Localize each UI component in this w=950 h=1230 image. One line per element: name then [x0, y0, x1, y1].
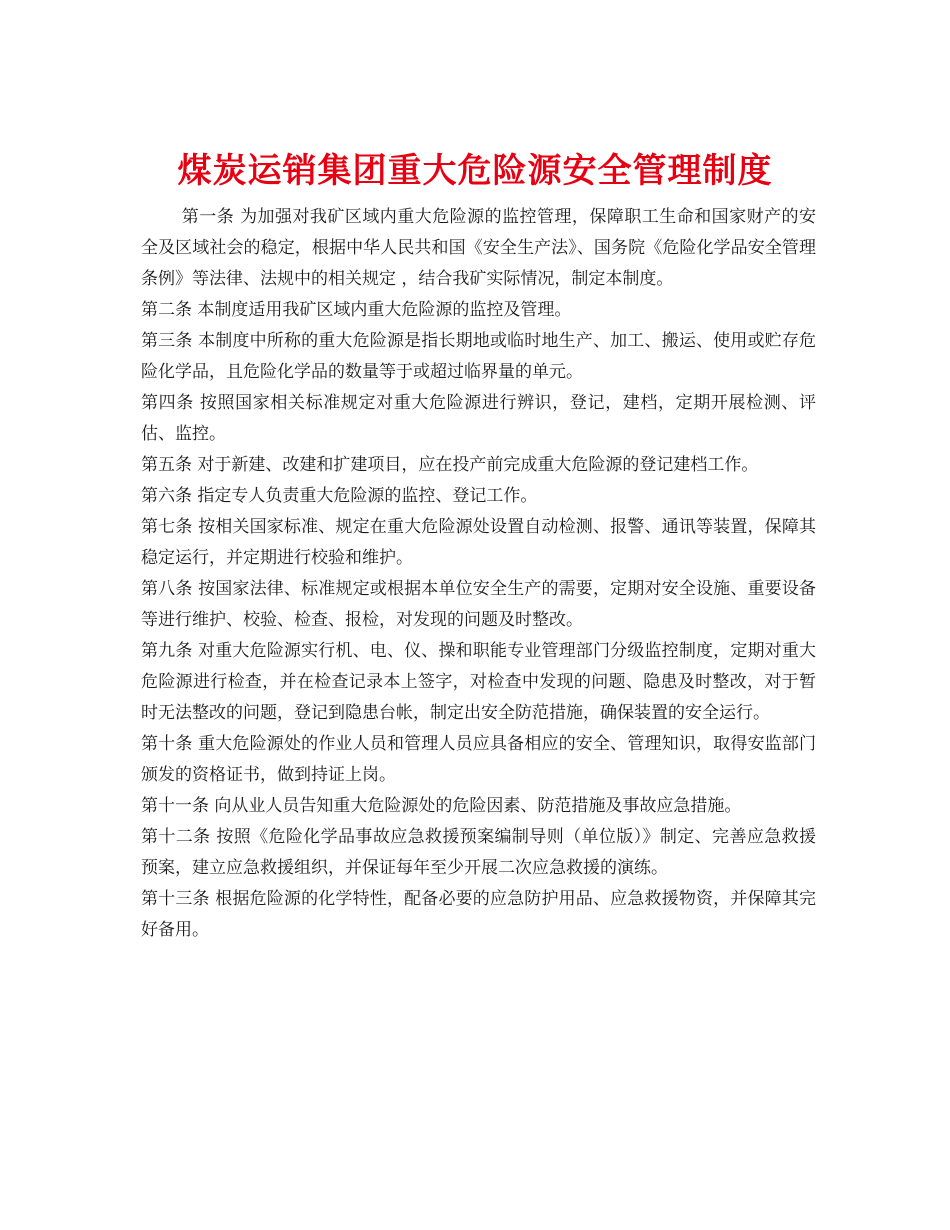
article-1: 第一条 为加强对我矿区域内重大危险源的监控管理，保障职工生命和国家财产的安全及区域社会的稳定，根据中华人民共和国《安全生产法》、国务院《危险化学品安全管理条例》等法律、法规中的相关规定 ，结合我矿实际情况，制定本制度。: [141, 207, 816, 289]
article-12: 第十二条 按照《危险化学品事故应急救援预案编制导则（单位版）》制定、完善应急救援预案，建立应急救援组织，并保证每年至少开展二次应急救援的演练。: [141, 827, 816, 878]
document-title: 煤炭运销集团重大危险源安全管理制度: [177, 150, 773, 191]
article-10: 第十条 重大危险源处的作业人员和管理人员应具备相应的安全、管理知识，取得安监部门颁发的资格证书，做到持证上岗。: [141, 734, 816, 785]
article-3: 第三条 本制度中所称的重大危险源是指长期地或临时地生产、加工、搬运、使用或贮存危险化学品，且危险化学品的数量等于或超过临界量的单元。: [141, 331, 816, 382]
article-2: 第二条 本制度适用我矿区域内重大危险源的监控及管理。: [141, 300, 572, 320]
article-8: 第八条 按国家法律、标准规定或根据本单位安全生产的需要，定期对安全设施、重要设备等进行维护、校验、检查、报检，对发现的问题及时整改。: [141, 579, 816, 630]
article-4: 第四条 按照国家相关标准规定对重大危险源进行辨识，登记，建档，定期开展检测、评估、监控。: [141, 393, 816, 444]
article-11: 第十一条 向从业人员告知重大危险源处的危险因素、防范措施及事故应急措施。: [141, 796, 742, 816]
article-7: 第七条 按相关国家标准、规定在重大危险源处设置自动检测、报警、通讯等装置，保障其稳定运行，并定期进行校验和维护。: [141, 517, 816, 568]
article-9: 第九条 对重大危险源实行机、电、仪、操和职能专业管理部门分级监控制度，定期对重大危险源进行检查，并在检查记录本上签字，对检查中发现的问题、隐患及时整改，对于暂时无法整改的问题，登记到隐患台帐，制定出安全防范措施，确保装置的安全运行。: [141, 641, 816, 723]
article-6: 第六条 指定专人负责重大危险源的监控、登记工作。: [141, 486, 538, 506]
article-13: 第十三条 根据危险源的化学特性，配备必要的应急防护用品、应急救援物资，并保障其完好备用。: [141, 889, 816, 940]
article-5: 第五条 对于新建、改建和扩建项目，应在投产前完成重大危险源的登记建档工作。: [141, 455, 759, 475]
document-body: [141, 202, 816, 946]
